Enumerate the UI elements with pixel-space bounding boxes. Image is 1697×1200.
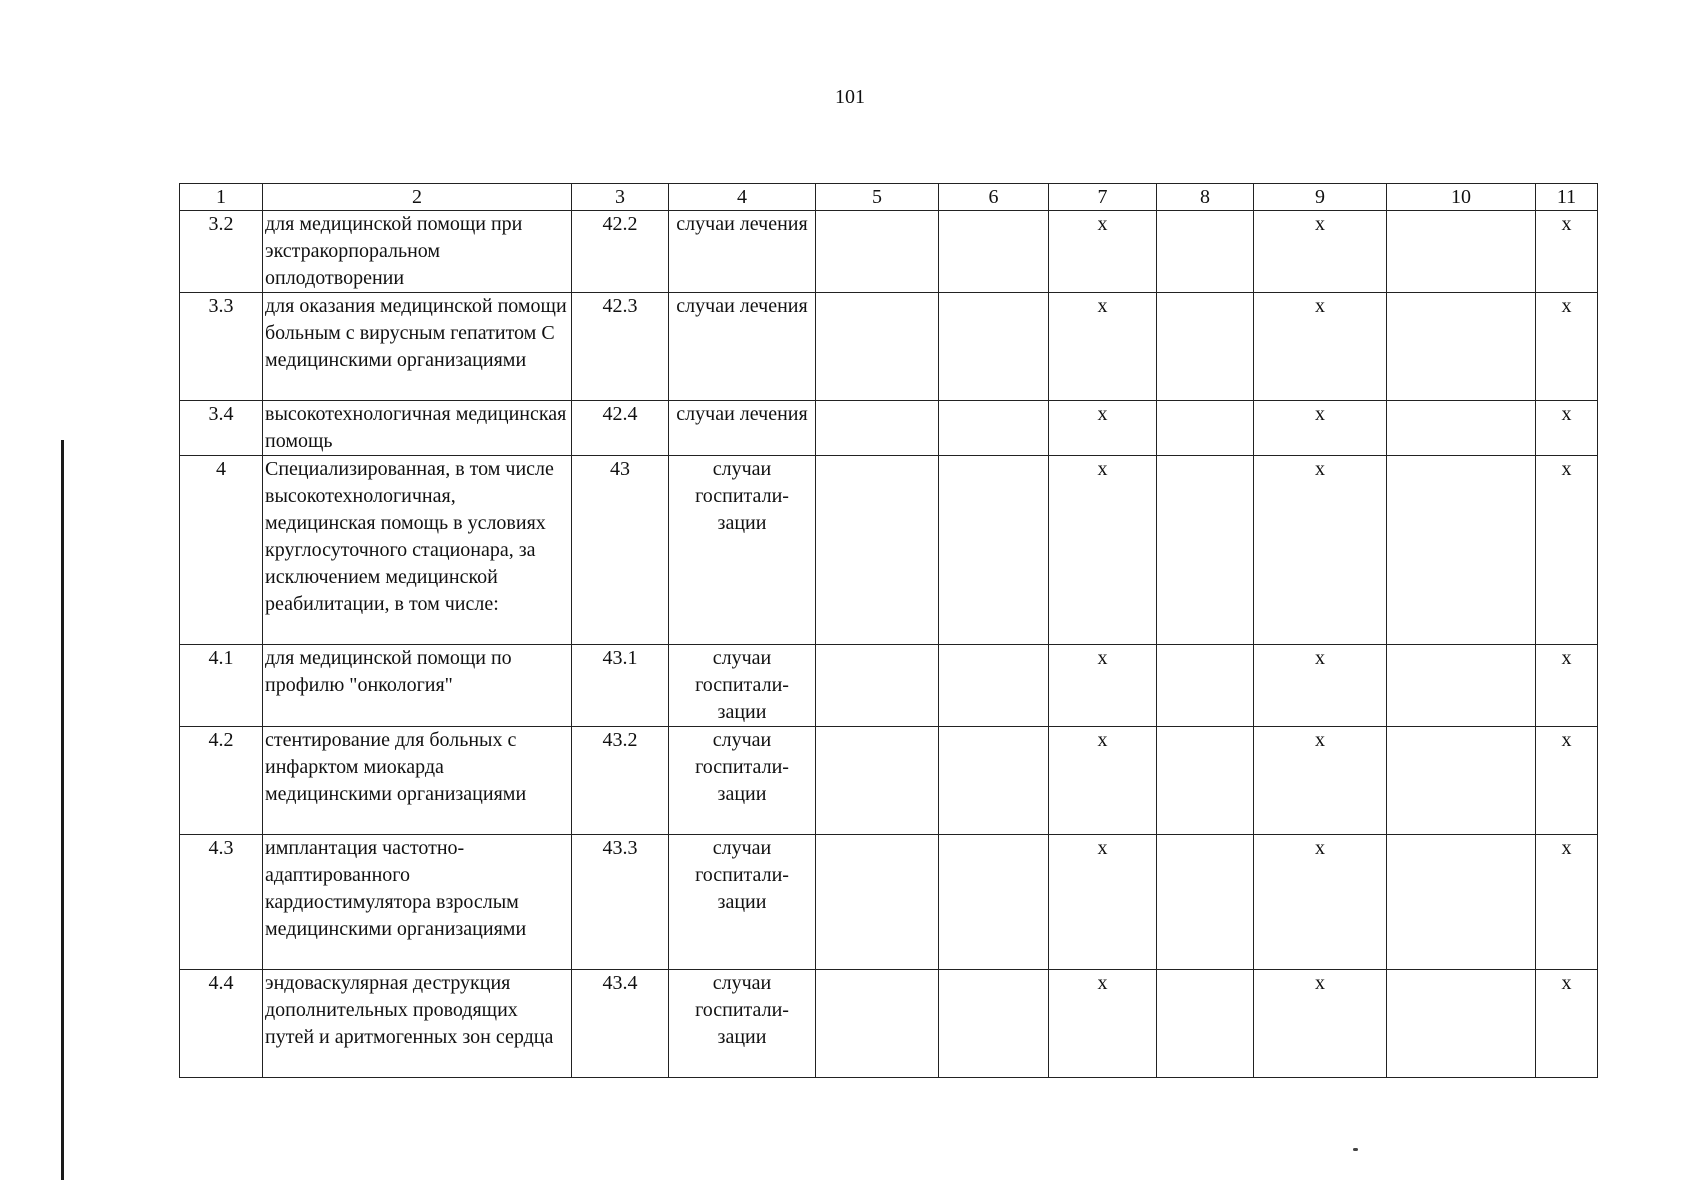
value-cell-11: х [1536, 727, 1598, 835]
value-cell-6 [939, 211, 1049, 293]
value-cell-6 [939, 645, 1049, 727]
row-number-cell: 4.4 [180, 970, 263, 1078]
value-cell-10 [1387, 645, 1536, 727]
value-cell-11: х [1536, 211, 1598, 293]
header-cell: 2 [263, 184, 572, 211]
indicator-name-cell: имплантация частотно-адаптированного кардиостимулятора взрослым медицинскими организациями [263, 835, 572, 970]
table-row [180, 293, 1598, 401]
indicator-name-cell: для медицинской помощи при экстракорпоральном оплодотворении [263, 211, 572, 293]
value-cell-6 [939, 293, 1049, 401]
data-table [179, 183, 1598, 1078]
unit-cell: случаи лечения [669, 401, 816, 456]
header-cell: 3 [572, 184, 669, 211]
value-cell-7: х [1049, 211, 1157, 293]
row-number-cell: 3.3 [180, 293, 263, 401]
indicator-name-cell: для оказания медицинской помощи больным с вирусным гепатитом С медицинскими организациями [263, 293, 572, 401]
table-row [180, 970, 1598, 1078]
binding-line [61, 440, 64, 1180]
scan-mark [1353, 1148, 1358, 1151]
row-code-cell: 43 [572, 456, 669, 645]
value-cell-7: х [1049, 293, 1157, 401]
value-cell-5 [816, 211, 939, 293]
value-cell-9: х [1254, 970, 1387, 1078]
table-header-row [180, 184, 1598, 211]
unit-cell: случаи госпитали-зации [669, 727, 816, 835]
value-cell-5 [816, 456, 939, 645]
indicator-name-cell: высокотехнологичная медицинская помощь [263, 401, 572, 456]
header-cell: 7 [1049, 184, 1157, 211]
value-cell-9: х [1254, 835, 1387, 970]
table-row [180, 835, 1598, 970]
row-number-cell: 3.4 [180, 401, 263, 456]
value-cell-9: х [1254, 211, 1387, 293]
table-row [180, 401, 1598, 456]
value-cell-7: х [1049, 456, 1157, 645]
row-number-cell: 4 [180, 456, 263, 645]
value-cell-6 [939, 970, 1049, 1078]
value-cell-9: х [1254, 293, 1387, 401]
header-cell: 8 [1157, 184, 1254, 211]
value-cell-5 [816, 727, 939, 835]
row-code-cell: 43.2 [572, 727, 669, 835]
value-cell-9: х [1254, 727, 1387, 835]
unit-cell: случаи госпитали-зации [669, 835, 816, 970]
row-code-cell: 42.4 [572, 401, 669, 456]
value-cell-8 [1157, 727, 1254, 835]
value-cell-7: х [1049, 727, 1157, 835]
value-cell-6 [939, 835, 1049, 970]
value-cell-5 [816, 645, 939, 727]
value-cell-8 [1157, 835, 1254, 970]
header-cell: 11 [1536, 184, 1598, 211]
value-cell-5 [816, 293, 939, 401]
header-cell: 5 [816, 184, 939, 211]
header-cell: 1 [180, 184, 263, 211]
value-cell-10 [1387, 211, 1536, 293]
table-row [180, 727, 1598, 835]
value-cell-8 [1157, 970, 1254, 1078]
value-cell-6 [939, 401, 1049, 456]
row-code-cell: 42.3 [572, 293, 669, 401]
row-code-cell: 43.1 [572, 645, 669, 727]
value-cell-8 [1157, 401, 1254, 456]
value-cell-7: х [1049, 401, 1157, 456]
value-cell-11: х [1536, 293, 1598, 401]
indicator-name-cell: Специализированная, в том числе высокотехнологичная, медицинская помощь в условиях круглосуточного стационара, за исключением медицинской реабилитации, в том числе: [263, 456, 572, 645]
value-cell-9: х [1254, 401, 1387, 456]
table-row [180, 645, 1598, 727]
value-cell-7: х [1049, 835, 1157, 970]
value-cell-8 [1157, 211, 1254, 293]
value-cell-11: х [1536, 970, 1598, 1078]
value-cell-8 [1157, 645, 1254, 727]
indicator-name-cell: для медицинской помощи по профилю "онкология" [263, 645, 572, 727]
value-cell-10 [1387, 456, 1536, 645]
value-cell-6 [939, 727, 1049, 835]
value-cell-10 [1387, 727, 1536, 835]
header-cell: 6 [939, 184, 1049, 211]
value-cell-11: х [1536, 456, 1598, 645]
header-cell: 4 [669, 184, 816, 211]
indicator-name-cell: эндоваскулярная деструкция дополнительных проводящих путей и аритмогенных зон сердца [263, 970, 572, 1078]
value-cell-5 [816, 970, 939, 1078]
row-code-cell: 43.4 [572, 970, 669, 1078]
row-code-cell: 42.2 [572, 211, 669, 293]
value-cell-5 [816, 401, 939, 456]
unit-cell: случаи госпитали-зации [669, 645, 816, 727]
unit-cell: случаи госпитали-зации [669, 456, 816, 645]
header-cell: 10 [1387, 184, 1536, 211]
value-cell-9: х [1254, 456, 1387, 645]
row-number-cell: 4.1 [180, 645, 263, 727]
value-cell-5 [816, 835, 939, 970]
value-cell-10 [1387, 970, 1536, 1078]
unit-cell: случаи лечения [669, 293, 816, 401]
value-cell-7: х [1049, 645, 1157, 727]
header-cell: 9 [1254, 184, 1387, 211]
row-number-cell: 3.2 [180, 211, 263, 293]
value-cell-10 [1387, 293, 1536, 401]
value-cell-8 [1157, 456, 1254, 645]
value-cell-11: х [1536, 401, 1598, 456]
value-cell-8 [1157, 293, 1254, 401]
unit-cell: случаи лечения [669, 211, 816, 293]
unit-cell: случаи госпитали-зации [669, 970, 816, 1078]
table-row [180, 456, 1598, 645]
value-cell-11: х [1536, 835, 1598, 970]
value-cell-9: х [1254, 645, 1387, 727]
value-cell-10 [1387, 835, 1536, 970]
value-cell-7: х [1049, 970, 1157, 1078]
value-cell-10 [1387, 401, 1536, 456]
page-number: 101 [835, 86, 865, 108]
indicator-name-cell: стентирование для больных с инфарктом миокарда медицинскими организациями [263, 727, 572, 835]
value-cell-11: х [1536, 645, 1598, 727]
table-row [180, 211, 1598, 293]
row-number-cell: 4.2 [180, 727, 263, 835]
row-code-cell: 43.3 [572, 835, 669, 970]
value-cell-6 [939, 456, 1049, 645]
row-number-cell: 4.3 [180, 835, 263, 970]
